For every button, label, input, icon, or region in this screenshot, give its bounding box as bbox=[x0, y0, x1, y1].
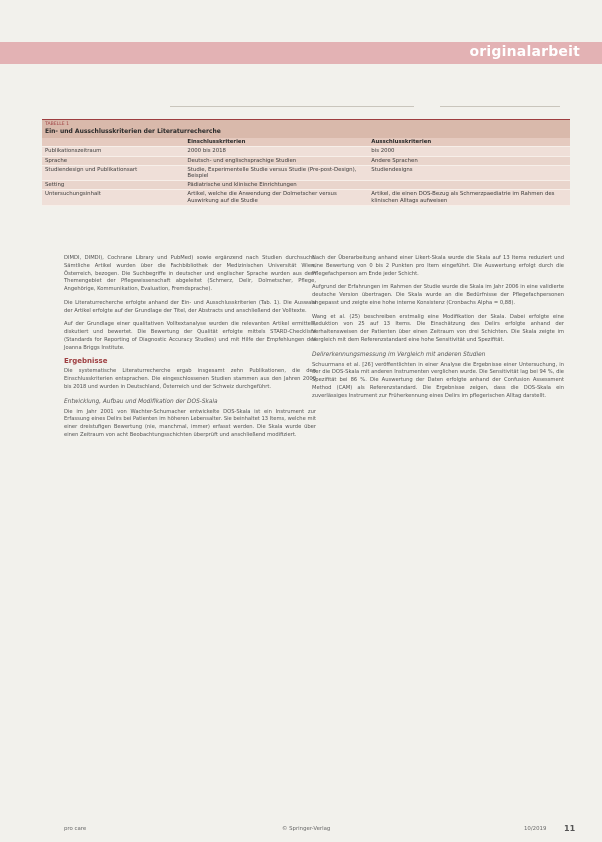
table-cell: Artikel, die einen DOS-Bezug als Schmerzpaediatrie im Rahmen des klinischen Alltags aufweisen bbox=[371, 191, 555, 204]
table-cell: Studie, Experimentelle Studie versus Studie (Pre-post-Design), Beispiel bbox=[187, 166, 357, 180]
table-number: TABELLE 1 bbox=[45, 122, 70, 127]
issue-date: 10/2019 bbox=[524, 826, 547, 832]
page-number: 11 bbox=[564, 824, 576, 833]
table-cell: Andere Sprachen bbox=[371, 157, 418, 164]
subsection-heading: Delirerkennungsmessung im Vergleich mit anderen Studien bbox=[312, 351, 486, 358]
table-row bbox=[42, 190, 570, 205]
table-column-headers bbox=[42, 138, 570, 147]
body-paragraph: Aufgrund der Erfahrungen im Rahmen der Studie wurde die Skala im Jahr 2006 in eine validierte deutsche Version übertragen. Die Skala wurde an die Bedürfnisse der Pflegefachpersonen angepasst und zeigte eine hohe interne Konsistenz (Cronbachs Alpha = 0,88). bbox=[312, 284, 564, 306]
table-cell: Studiendesigns bbox=[371, 166, 413, 173]
table-row bbox=[42, 181, 570, 190]
table-cell: Deutsch- und englischsprachige Studien bbox=[187, 157, 297, 164]
body-paragraph: Schuurmans et al. [26] veröffentlichten in einer Analyse die Ergebnisse einer Untersuchung, in der die DOS-Skala mit anderen Instrumenten verglichen wurde. Die Sensitivität lag bei 94 %, die Spezifität bei 86 %. Die Auswertung der Daten erfolgte anhand der Confusion Assessment Method (CAM) als Referenzstandard. Die Ergebnisse zeigen, dass die DOS-Skala ein zuverlässiges Instrument zur Früherkennung eines Delirs im pflegerischen Alltag darstellt. bbox=[312, 361, 564, 399]
column-header: Ausschlusskriterien bbox=[371, 139, 432, 146]
table-cell bbox=[368, 181, 570, 189]
table-cell: Setting bbox=[45, 182, 65, 189]
table-title: Ein- und Ausschlusskriterien der Literaturrecherche bbox=[45, 128, 221, 136]
table-row bbox=[42, 157, 570, 166]
section-heading: Ergebnisse bbox=[64, 357, 108, 366]
publisher: © Springer-Verlag bbox=[282, 826, 331, 832]
table-cell: Artikel, welche die Anwendung der Dolmetscher versus Auswirkung auf die Studie bbox=[187, 191, 337, 204]
body-paragraph: Wang et al. (25) beschreiben erstmalig eine Modifikation der Skala. Dabei erfolgte eine Reduktion von 25 auf 13 Items. Die Einschätzung des Delirs erfolgte anhand der Verhaltensweisen der Patienten über einen Zeitraum von drei Schichten. Die Skala zeigte im Vergleich mit dem Referenzstandard eine hohe Sensitivität und Spezifität. bbox=[312, 313, 564, 343]
table-cell: Untersuchungsinhalt bbox=[45, 191, 101, 198]
column-header: Einschlusskriterien bbox=[187, 139, 246, 146]
body-paragraph: Die Literaturrecherche erfolgte anhand der Ein- und Ausschlusskriterien (Tab. 1). Die Auswahl der Artikel erfolgte auf der Grundlage der Titel, der Abstracts und anschließend der Volltexte. bbox=[64, 299, 316, 314]
table-cell: 2000 bis 2018 bbox=[187, 148, 226, 155]
table-cell: Sprache bbox=[45, 157, 68, 164]
body-column-right bbox=[312, 255, 564, 400]
body-paragraph: Die im Jahr 2001 von Wachter-Schumacher entwickelte DOS-Skala ist ein Instrument zur Erfassung eines Delirs bei Patienten im höheren Lebensalter. Sie beinhaltet 13 Items, welche mit einer dreistufigen Bewertung (nie, manchmal, immer) erfasst werden. Die Skala wurde über einen Zeitraum von acht Beobachtungsschichten überprüft und anschließend modifiziert. bbox=[64, 408, 316, 438]
body-paragraph: Die systematische Literaturrecherche ergab insgesamt zehn Publikationen, die den Einschlusskriterien entsprachen. Die eingeschlossenen Studien stammen aus den Jahren 2000 bis 2018 und wurden in Deutschland, Österreich und der Schweiz durchgeführt. bbox=[64, 368, 316, 390]
body-paragraph: Nach der Überarbeitung anhand einer Likert-Skala wurde die Skala auf 13 Items reduziert und eine Bewertung von 0 bis 2 Punkten pro Item eingeführt. Die Auswertung erfolgt durch die Pflegefachperson am Ende jeder Schicht. bbox=[312, 255, 564, 277]
table-cell: Studiendesign und Publikationsart bbox=[45, 166, 138, 173]
table-cell: bis 2000 bbox=[371, 148, 395, 155]
body-paragraph: DIMDI, DIMDI), Cochrane Library und PubMed) sowie ergänzend nach Studien durchsucht. Sämtliche Artikel wurden über die Fachbibliothek der Medizinischen Universität Wien, Österreich, bezogen. Die Suchbegriffe in deutscher und englischer Sprache wurden aus dem Themengebiet der Pflegewissenschaft abgeleitet (Schmerz, Delir, Dolmetscher, Pflege, Angehörige, Kommunikation, Evaluation, Fremdsprache). bbox=[64, 255, 316, 292]
body-column-left bbox=[64, 255, 316, 440]
table-cell: Publikationszeitraum bbox=[45, 148, 102, 155]
divider-line bbox=[170, 106, 414, 107]
body-paragraph: Auf der Grundlage einer qualitativen Volltextanalyse wurden die relevanten Artikel ermittelt, diskutiert und bewertet. Die Bewertung der Qualität erfolgte mittels STARD-Checkliste (Standards for Reporting of Diagnostic Accuracy Studies) und mit Hilfe der Empfehlungen des Joanna Briggs Institute. bbox=[64, 321, 316, 351]
column-header bbox=[42, 138, 184, 146]
table-cell: Pädiatrische und klinische Einrichtungen bbox=[187, 182, 297, 189]
table-header bbox=[42, 119, 570, 138]
table-row bbox=[42, 147, 570, 156]
table-row bbox=[42, 166, 570, 181]
journal-name: pro care bbox=[64, 826, 87, 832]
divider-line bbox=[440, 106, 560, 107]
criteria-table bbox=[42, 119, 570, 206]
subsection-heading: Entwicklung, Aufbau und Modifikation der DOS-Skala bbox=[64, 398, 218, 405]
section-label: originalarbeit bbox=[469, 44, 580, 60]
